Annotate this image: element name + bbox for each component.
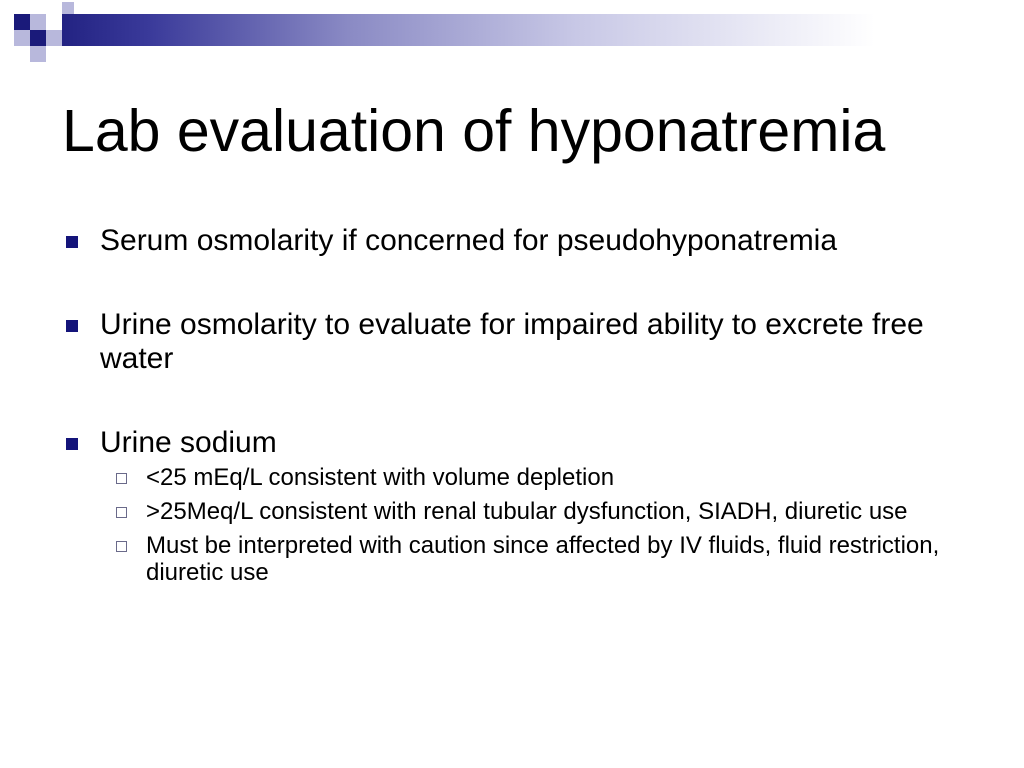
bullet-item [62, 308, 962, 376]
sub-bullet-text: Must be interpreted with caution since affected by IV fluids, fluid restriction, diuretic use [146, 532, 940, 586]
decor-square-dark [14, 14, 30, 30]
decor-square-dark [30, 30, 46, 46]
sub-bullet-text: >25Meq/L consistent with renal tubular dysfunction, SIADH, diuretic use [146, 498, 908, 525]
hollow-square-bullet-icon [116, 541, 127, 552]
bullet-text: Serum osmolarity if concerned for pseudohyponatremia [100, 224, 838, 257]
bullet-text: Urine osmolarity to evaluate for impaired ability to excrete free water [100, 308, 924, 375]
decor-square-light [46, 30, 62, 46]
sub-bullet-text: <25 mEq/L consistent with volume depletion [146, 464, 615, 491]
slide-content [62, 224, 962, 586]
decor-square-light [30, 14, 46, 30]
sub-bullet-list [100, 464, 962, 586]
decor-square-light [14, 30, 30, 46]
hollow-square-bullet-icon [116, 473, 127, 484]
bullet-text: Urine sodium [100, 426, 277, 459]
square-bullet-icon [66, 438, 78, 450]
slide-title: Lab evaluation of hyponatremia [62, 98, 886, 164]
hollow-square-bullet-icon [116, 507, 127, 518]
header-gradient-band [30, 14, 1024, 46]
square-bullet-icon [66, 320, 78, 332]
decor-square-light [62, 2, 74, 14]
bullet-item [62, 224, 962, 258]
sub-bullet-item [100, 464, 962, 491]
bullet-item [62, 426, 962, 586]
sub-bullet-item [100, 498, 962, 525]
decor-square-light [30, 46, 46, 62]
sub-bullet-item [100, 532, 962, 586]
decor-square-white [46, 14, 62, 30]
square-bullet-icon [66, 236, 78, 248]
